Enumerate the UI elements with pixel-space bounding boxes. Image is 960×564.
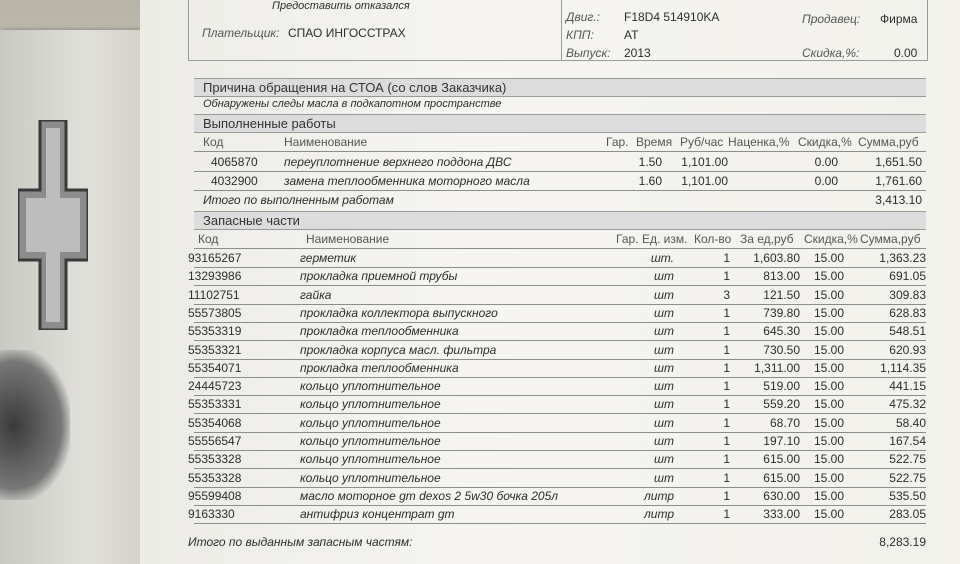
row-unit: шт [654, 324, 674, 339]
row-code: 55353321 [188, 342, 242, 357]
row-unit: шт [654, 287, 674, 302]
row-price: 739.80 [763, 305, 800, 320]
row-name: кольцо уплотнительное [300, 379, 441, 394]
parts-total-value: 8,283.19 [879, 535, 926, 549]
table-row [188, 267, 926, 286]
reason-text: Обнаружены следы масла в подкапотном пространстве [203, 98, 502, 110]
row-sum: 691.05 [889, 269, 926, 284]
row-qty: 1 [723, 269, 730, 284]
row-unit: шт [654, 342, 674, 357]
row-unit: шт [654, 269, 674, 284]
row-sum: 58.40 [895, 415, 926, 430]
row-unit: шт [654, 379, 674, 394]
row-price: 559.20 [763, 397, 800, 412]
row-qty: 1 [723, 342, 730, 357]
row-code: 55556547 [188, 434, 242, 448]
row-sum: 522.75 [889, 470, 926, 485]
row-code: 55353331 [188, 397, 242, 412]
seller-label: Продавец: [802, 12, 861, 26]
row-sum: 1,114.35 [880, 360, 926, 375]
row-name: прокладка приемной трубы [300, 269, 458, 284]
row-name: кольцо уплотнительное [300, 470, 441, 485]
row-qty: 1 [723, 251, 730, 265]
row-qty: 1 [723, 324, 730, 339]
row-code: 24445723 [188, 379, 242, 394]
row-sum: 1,363.23 [879, 251, 926, 265]
discount-label: Скидка,%: [802, 46, 860, 60]
row-rate: 1,101.00 [681, 174, 728, 188]
row-sum: 1,761.60 [875, 174, 922, 188]
works-total-row [194, 191, 926, 209]
col-warranty: Гар. [606, 135, 629, 149]
row-rate: 1,101.00 [681, 155, 728, 169]
col-rate: Руб/час [680, 135, 724, 149]
row-sum: 628.83 [889, 305, 926, 320]
row-discount: 0.00 [814, 155, 838, 169]
table-row [188, 286, 926, 305]
row-unit: литр [644, 507, 674, 522]
row-name: кольцо уплотнительное [300, 397, 441, 412]
row-qty: 3 [723, 287, 730, 302]
row-discount: 15.00 [813, 324, 844, 339]
gearbox-label: КПП: [566, 28, 594, 42]
row-discount: 15.00 [813, 507, 844, 522]
table-row [194, 172, 926, 191]
col-sum: Сумма,руб [860, 232, 921, 246]
row-unit: шт. [650, 251, 674, 265]
gearbox-value: АТ [624, 28, 639, 42]
works-title: Выполненные работы [203, 116, 336, 131]
row-name: кольцо уплотнительное [300, 415, 441, 430]
row-name: прокладка теплообменника [300, 360, 459, 375]
row-discount: 15.00 [813, 360, 844, 375]
parts-header-row [194, 230, 926, 249]
works-band [194, 114, 926, 133]
row-name: герметик [300, 251, 357, 265]
row-price: 1,311.00 [754, 360, 800, 375]
col-time: Время [636, 135, 673, 149]
row-sum: 522.75 [889, 452, 926, 467]
col-unit: Ед. изм. [642, 232, 688, 246]
row-name: масло моторное gm dexos 2 5w30 бочка 205л [300, 488, 559, 503]
row-code: 93165267 [188, 251, 242, 265]
bowtie-logo-icon [18, 120, 88, 330]
row-qty: 1 [723, 488, 730, 503]
col-discount: Скидка,% [798, 135, 852, 149]
row-name: антифриз концентрат gm [300, 507, 455, 522]
seller-value: Фирма [880, 12, 918, 26]
table-row [188, 414, 926, 433]
paper-sheet [140, 0, 960, 564]
parts-band [194, 211, 926, 230]
row-discount: 15.00 [813, 305, 844, 320]
row-discount: 15.00 [813, 287, 844, 302]
row-qty: 1 [723, 305, 730, 320]
row-qty: 1 [723, 452, 730, 467]
col-discount: Скидка,% [804, 232, 858, 246]
service-booklet [0, 30, 140, 564]
row-discount: 15.00 [813, 342, 844, 357]
row-code: 4065870 [211, 155, 258, 169]
row-sum: 309.83 [889, 287, 926, 302]
row-code: 13293986 [188, 269, 242, 284]
row-discount: 15.00 [813, 434, 844, 448]
row-price: 615.00 [763, 470, 800, 485]
row-name: кольцо уплотнительное [300, 434, 441, 448]
col-sum: Сумма,руб [858, 135, 919, 149]
row-code: 55353328 [188, 452, 242, 467]
row-code: 9163330 [188, 507, 235, 522]
col-qty: Кол-во [694, 232, 732, 246]
row-qty: 1 [723, 470, 730, 485]
row-code: 55354068 [188, 415, 242, 430]
row-name: прокладка теплообменника [300, 324, 459, 339]
repair-order [188, 0, 952, 564]
table-row [188, 487, 926, 506]
works-header-row [194, 133, 926, 152]
row-unit: литр [644, 488, 674, 503]
row-sum: 283.05 [889, 507, 926, 522]
parts-total-label: Итого по выданным запасным частям: [188, 535, 413, 549]
col-name: Наименование [306, 232, 390, 246]
row-price: 519.00 [763, 379, 800, 394]
row-price: 730.50 [763, 342, 800, 357]
row-discount: 15.00 [813, 379, 844, 394]
table-row [188, 249, 926, 268]
row-price: 630.00 [763, 488, 800, 503]
row-code: 55354071 [188, 360, 242, 375]
row-qty: 1 [723, 507, 730, 522]
row-unit: шт [654, 360, 674, 375]
row-name: кольцо уплотнительное [300, 452, 441, 467]
row-code: 95599408 [188, 488, 242, 503]
row-qty: 1 [723, 397, 730, 412]
col-code: Код [198, 232, 219, 246]
payer-value: СПАО ИНГОССТРАХ [288, 26, 406, 40]
payer-label: Плательщик: [202, 26, 280, 40]
row-sum: 475.32 [889, 397, 926, 412]
row-unit: шт [654, 434, 674, 448]
row-price: 333.00 [763, 507, 800, 522]
row-code: 11102751 [188, 287, 240, 302]
row-discount: 15.00 [813, 251, 844, 265]
row-sum: 1,651.50 [875, 155, 922, 169]
parts-total-row [188, 533, 926, 551]
table-row [188, 469, 926, 488]
table-row [188, 377, 926, 396]
table-row [188, 341, 926, 360]
row-name: гайка [300, 287, 332, 302]
row-code: 55353319 [188, 324, 242, 339]
row-sum: 167.54 [889, 434, 926, 448]
reason-title: Причина обращения на СТОА (со слов Заказчика) [203, 80, 507, 95]
row-name: переуплотнение верхнего поддона ДВС [284, 155, 512, 169]
row-name: прокладка коллектора выпускного [300, 305, 498, 320]
row-sum: 535.50 [889, 488, 926, 503]
table-row [194, 153, 926, 172]
row-unit: шт [654, 470, 674, 485]
row-qty: 1 [723, 434, 730, 448]
row-price: 1,603.80 [753, 251, 800, 265]
table-row [188, 450, 926, 469]
row-sum: 620.93 [889, 342, 926, 357]
col-price: За ед,руб [740, 232, 794, 246]
row-discount: 0.00 [814, 174, 838, 188]
row-discount: 15.00 [813, 397, 844, 412]
row-time: 1.50 [638, 155, 662, 169]
row-code: 55353328 [188, 470, 242, 485]
row-sum: 548.51 [889, 324, 926, 339]
engine-value: F18D4 514910KA [624, 10, 720, 24]
discount-value: 0.00 [894, 46, 918, 60]
row-name: замена теплообменника моторного масла [284, 174, 530, 188]
table-row [188, 322, 926, 341]
row-discount: 15.00 [813, 452, 844, 467]
row-price: 197.10 [763, 434, 800, 448]
row-qty: 1 [723, 379, 730, 394]
row-price: 615.00 [763, 452, 800, 467]
works-total-label: Итого по выполненным работам [203, 193, 394, 207]
row-discount: 15.00 [813, 415, 844, 430]
booklet-shadow [0, 350, 70, 500]
row-price: 121.50 [763, 287, 800, 302]
row-qty: 1 [723, 415, 730, 430]
table-row [188, 359, 926, 378]
row-code: 4032900 [211, 174, 258, 188]
row-time: 1.60 [638, 174, 662, 188]
table-row [188, 304, 926, 323]
row-qty: 1 [723, 360, 730, 375]
row-discount: 15.00 [813, 488, 844, 503]
year-label: Выпуск: [566, 46, 611, 60]
table-row [188, 432, 926, 451]
row-price: 813.00 [763, 269, 800, 284]
row-unit: шт [654, 305, 674, 320]
row-price: 68.70 [769, 415, 800, 430]
col-markup: Наценка,% [728, 135, 790, 149]
row-name: прокладка корпуса масл. фильтра [300, 342, 497, 357]
table-row [188, 395, 926, 414]
row-code: 55573805 [188, 305, 242, 320]
col-name: Наименование [284, 135, 368, 149]
col-warranty: Гар. [616, 232, 639, 246]
parts-title: Запасные части [203, 213, 300, 228]
row-discount: 15.00 [813, 269, 844, 284]
header-divider [561, 0, 562, 60]
reason-band [194, 78, 926, 97]
engine-label: Двиг.: [566, 10, 600, 24]
row-discount: 15.00 [813, 470, 844, 485]
refused-note: Предоставить отказался [272, 0, 410, 12]
table-row [188, 505, 926, 524]
col-code: Код [203, 135, 224, 149]
year-value: 2013 [624, 46, 651, 60]
row-sum: 441.15 [889, 379, 926, 394]
works-total-value: 3,413.10 [875, 193, 922, 207]
row-unit: шт [654, 452, 674, 467]
row-unit: шт [654, 415, 674, 430]
row-unit: шт [654, 397, 674, 412]
row-price: 645.30 [763, 324, 800, 339]
